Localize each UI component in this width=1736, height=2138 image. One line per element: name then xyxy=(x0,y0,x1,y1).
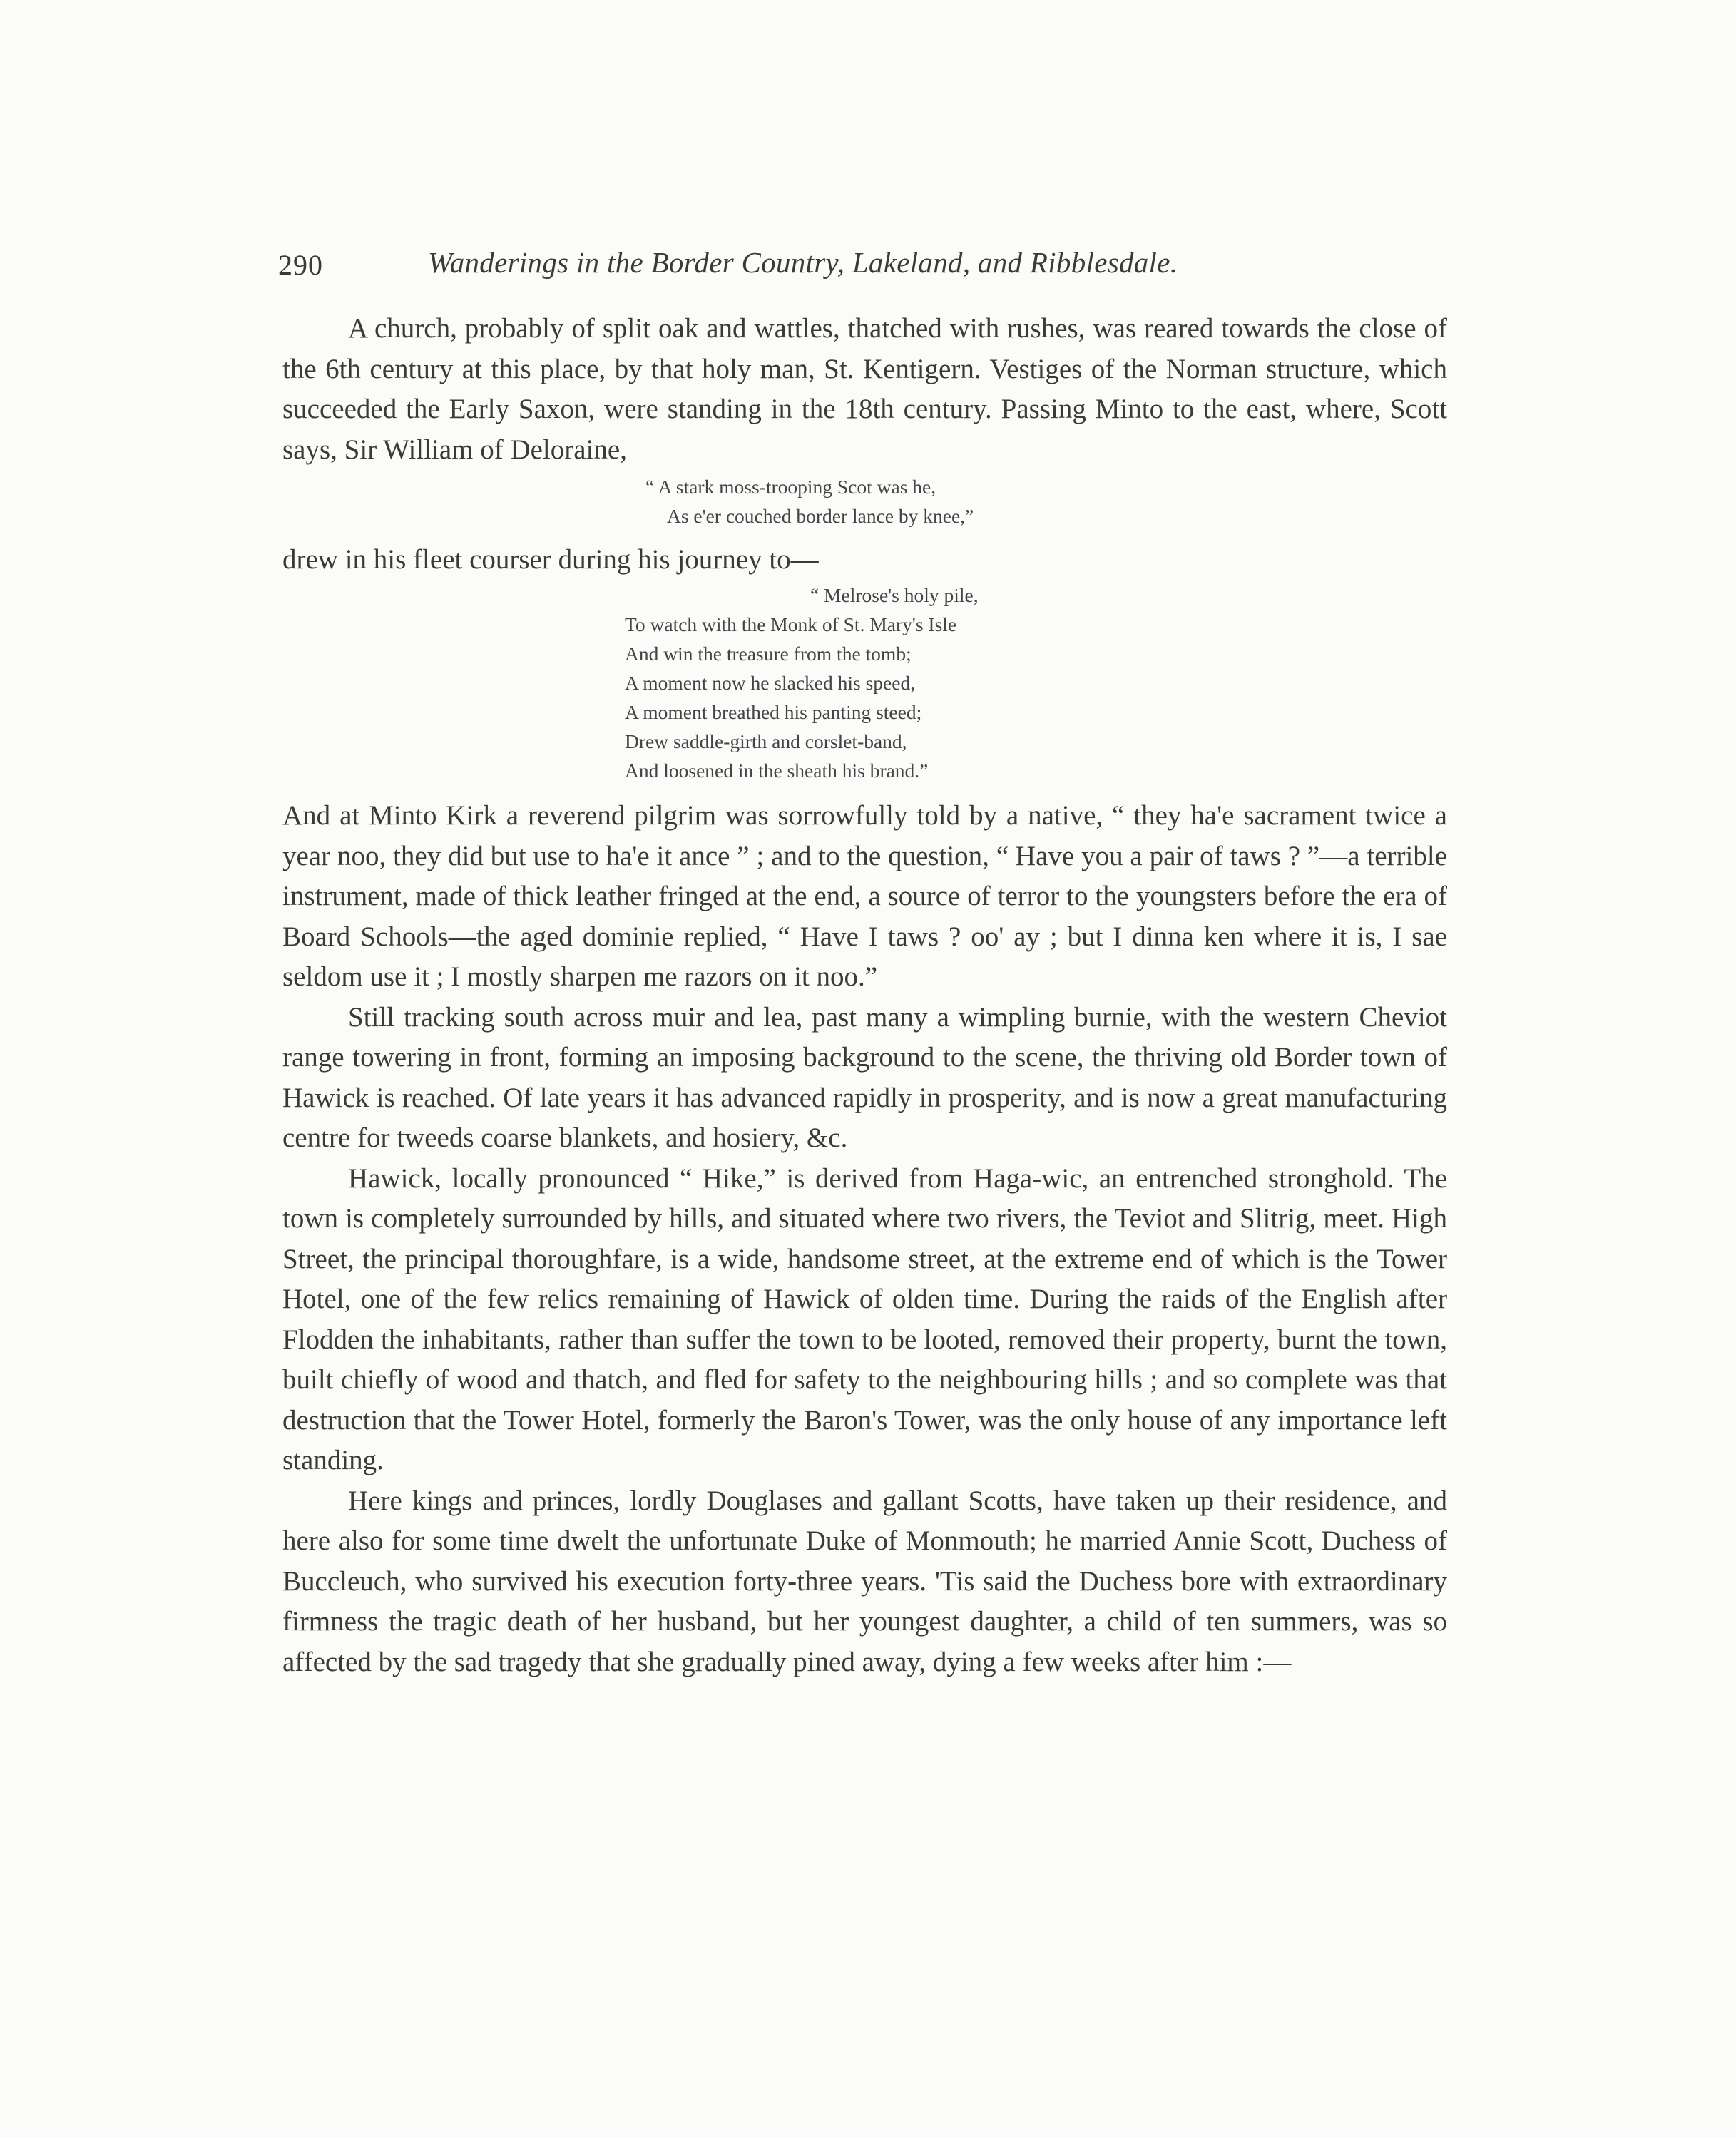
paragraph-text: A church, probably of split oak and wattles, thatched with rushes, was reared towards the close of the 6th century at this place, by that holy man, St. Kentigern. Vestiges of the Norman structure, which succeeded the Early Saxon, were standing in the 18th century. Passing Minto to the east, where, Scott says, Sir William of Deloraine, xyxy=(282,313,1447,465)
verse-line: To watch with the Monk of St. Mary's Isle xyxy=(625,613,957,635)
paragraph-church xyxy=(282,309,1447,470)
paragraph-hawick-reached: Still tracking south across muir and lea, past many a wimpling burnie, with the western Cheviot range towering in front, forming an imposing background to the scene, the thriving old Border town of Hawick is reached. Of late years it has advanced rapidly in prosperity, and is now a great manufacturing centre for tweeds coarse blankets, and hosiery, &c. xyxy=(282,1001,1447,1153)
paragraph-text: drew in his fleet courser during his journey to— xyxy=(282,544,819,575)
page-header xyxy=(278,242,1448,292)
verse-line: Drew saddle-girth and corslet-band, xyxy=(625,730,907,752)
paragraph-fleet-courser xyxy=(282,540,1447,580)
verse-line: “ Melrose's holy pile, xyxy=(810,584,979,606)
verse-line: A moment now he slacked his speed, xyxy=(625,672,916,694)
paragraph-minto-kirk: And at Minto Kirk a reverend pilgrim was sorrowfully told by a native, “ they ha'e sacrament twice a year noo, they did but use to ha'e it ance ” ; and to the question, “ Have you a pair of taws ? ”—a terrible instrument, made of thick leather fringed at the end, a source of terror to the youngsters before the era of Board Schools—the aged dominie replied, “ Have I taws ? oo' ay ; but I dinna ken where it is, I sae seldom use it ; I mostly sharpen me razors on it noo.” xyxy=(282,800,1447,992)
page-number: 290 xyxy=(278,249,323,281)
verse-line: “ A stark moss-trooping Scot was he, xyxy=(645,476,936,498)
verse-melrose xyxy=(625,580,979,785)
verse-line: A moment breathed his panting steed; xyxy=(625,701,922,723)
running-title: Wanderings in the Border Country, Lakeland, and Ribblesdale. xyxy=(428,246,1178,279)
paragraphs-main xyxy=(282,796,1447,1682)
verse-line: As e'er couched border lance by knee,” xyxy=(667,505,974,527)
verse-line: And win the treasure from the tomb; xyxy=(625,643,912,665)
verse-line: And loosened in the sheath his brand.” xyxy=(625,759,929,782)
verse-stark-moss-trooping xyxy=(645,472,974,531)
paragraph-kings-princes: Here kings and princes, lordly Douglases and gallant Scotts, have taken up their residence, and here also for some time dwelt the unfortunate Duke of Monmouth; he married Annie Scott, Duchess of Buccleuch, who survived his execution forty-three years. 'Tis said the Duchess bore with extraordinary firmness the tragic death of her husband, but her youngest daughter, a child of ten summers, was so affected by the sad tragedy that she gradually pined away, dying a few weeks after him :— xyxy=(282,1485,1447,1677)
paragraph-hawick-name: Hawick, locally pronounced “ Hike,” is derived from Haga-wic, an entrenched stronghold. The town is completely surrounded by hills, and situated where two rivers, the Teviot and Slitrig, meet. High Street, the principal thoroughfare, is a wide, handsome street, at the extreme end of which is the Tower Hotel, one of the few relics remaining of Hawick of olden time. During the raids of the English after Flodden the inhabitants, rather than suffer the town to be looted, removed their property, burnt the town, built chiefly of wood and thatch, and fled for safety to the neighbouring hills ; and so complete was that destruction that the Tower Hotel, formerly the Baron's Tower, was the only house of any importance left standing. xyxy=(282,1162,1447,1475)
